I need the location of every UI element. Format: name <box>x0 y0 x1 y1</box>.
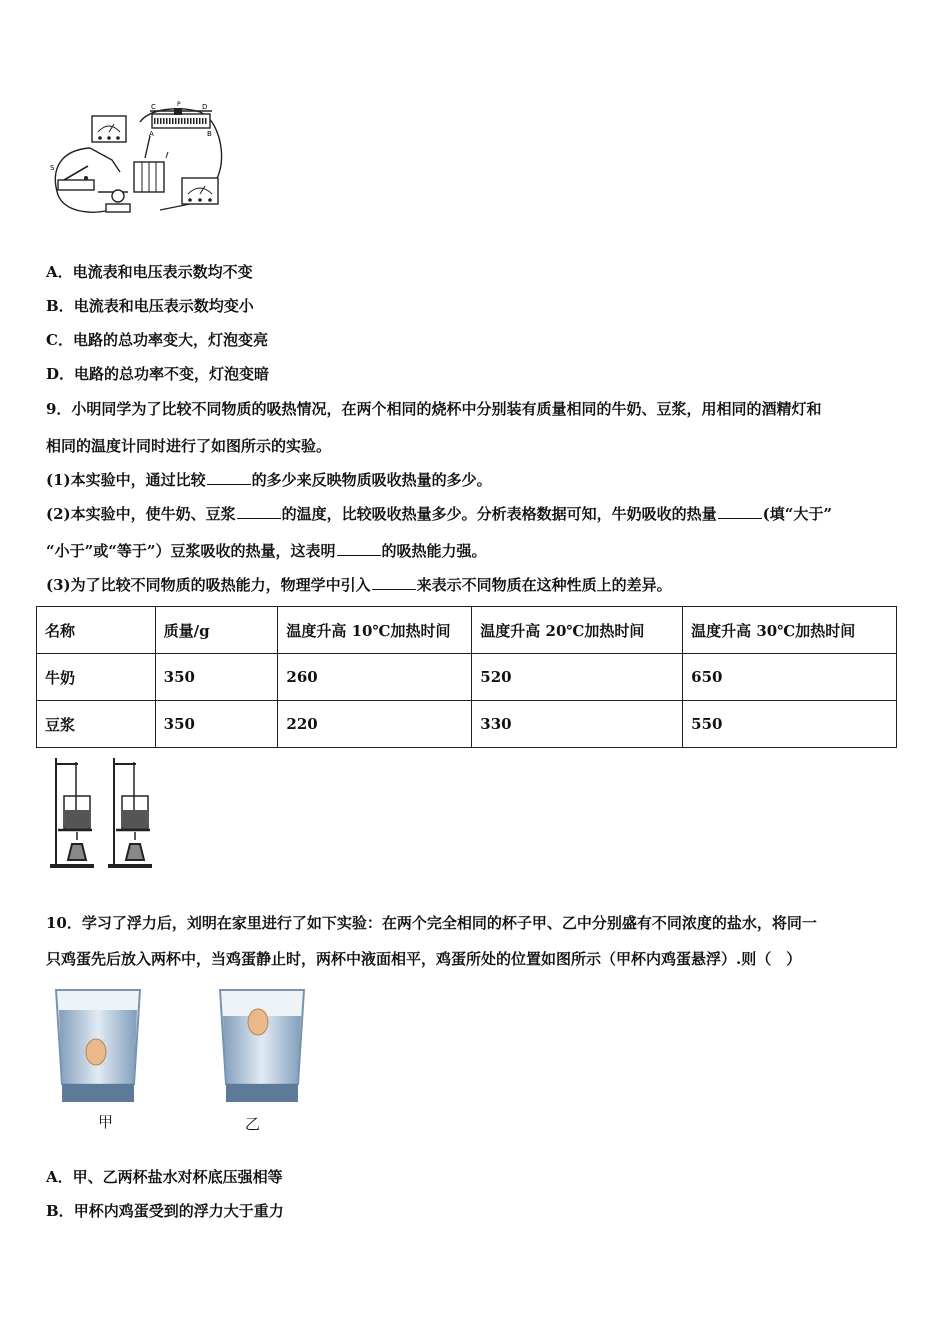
heating-data-table <box>36 606 897 748</box>
bulb-icon <box>106 190 130 212</box>
beaker-stand-left-icon <box>50 758 94 866</box>
table-header-cell: 温度升高 10℃加热时间 <box>278 607 472 654</box>
svg-text:S: S <box>50 164 55 172</box>
table-cell: 牛奶 <box>37 654 156 701</box>
q8-option-d[interactable]: D．电路的总功率不变，灯泡变暗 <box>46 365 270 383</box>
table-cell: 350 <box>155 654 278 701</box>
answer-blank[interactable] <box>372 588 416 590</box>
q10-stem-line2: 只鸡蛋先后放入两杯中，当鸡蛋静止时，两杯中液面相平，鸡蛋所处的位置如图所示（甲杯内鸡蛋悬浮）.则（ ） <box>46 950 802 968</box>
q8-option-a[interactable]: A．电流表和电压表示数均不变 <box>46 263 253 281</box>
circuit-diagram <box>50 100 230 218</box>
table-header-cell: 温度升高 30℃加热时间 <box>683 607 897 654</box>
q10-option-b[interactable]: B．甲杯内鸡蛋受到的浮力大于重力 <box>46 1202 284 1220</box>
q9-stem-line1: 9．小明同学为了比较不同物质的吸热情况，在两个相同的烧杯中分别装有质量相同的牛奶、豆浆，用相同的酒精灯和 <box>46 400 822 418</box>
q9-part2: (2)本实验中，使牛奶、豆浆 的温度，比较吸收热量多少。分析表格数据可知，牛奶吸收的热量 (填“大于” <box>46 505 833 523</box>
rheostat-icon <box>149 101 212 138</box>
svg-text:A: A <box>149 130 154 138</box>
table-cell: 650 <box>683 654 897 701</box>
table-cell: 550 <box>683 701 897 748</box>
q9-part2-cont: “小于”或“等于”）豆浆吸收的热量，这表明 的吸热能力强。 <box>46 542 487 560</box>
answer-blank[interactable] <box>207 483 251 485</box>
heating-apparatus-figure <box>46 752 158 872</box>
svg-text:C: C <box>151 103 156 111</box>
table-header-cell: 名称 <box>37 607 156 654</box>
svg-text:P: P <box>177 101 181 108</box>
table-cell: 330 <box>472 701 683 748</box>
q8-option-c[interactable]: C．电路的总功率变大，灯泡变亮 <box>46 331 268 349</box>
ammeter-icon <box>92 116 126 142</box>
svg-text:D: D <box>202 103 208 111</box>
caption-jia: 甲 <box>98 1113 114 1131</box>
glass-left-egg-suspended <box>54 988 142 1104</box>
table-cell: 豆浆 <box>37 701 156 748</box>
table-row <box>37 654 897 701</box>
table-cell: 350 <box>155 701 278 748</box>
caption-yi: 乙 <box>245 1115 261 1133</box>
q10-option-a[interactable]: A．甲、乙两杯盐水对杯底压强相等 <box>46 1168 283 1186</box>
table-header-cell: 质量/g <box>155 607 278 654</box>
answer-blank[interactable] <box>718 517 762 519</box>
answer-blank[interactable] <box>237 517 281 519</box>
answer-blank[interactable] <box>337 554 381 556</box>
beaker-stand-right-icon <box>108 758 152 866</box>
table-row <box>37 701 897 748</box>
q8-option-b[interactable]: B．电流表和电压表示数均变小 <box>46 297 254 315</box>
q9-part3: (3)为了比较不同物质的吸热能力，物理学中引入 来表示不同物质在这种性质上的差异。 <box>46 576 672 594</box>
q9-stem-line2: 相同的温度计同时进行了如图所示的实验。 <box>46 437 332 455</box>
table-cell: 220 <box>278 701 472 748</box>
q9-part1: (1)本实验中，通过比较 的多少来反映物质吸收热量的多少。 <box>46 471 492 489</box>
svg-text:B: B <box>207 130 212 138</box>
voltmeter-icon <box>182 178 218 204</box>
glass-right-egg-floating <box>218 988 306 1104</box>
table-header-row <box>37 607 897 654</box>
table-header-cell: 温度升高 20℃加热时间 <box>472 607 683 654</box>
q10-stem-line1: 10．学习了浮力后，刘明在家里进行了如下实验：在两个完全相同的杯子甲、乙中分别盛有不同浓度的盐水，将同一 <box>46 914 817 932</box>
table-cell: 260 <box>278 654 472 701</box>
battery-icon <box>134 152 168 192</box>
table-cell: 520 <box>472 654 683 701</box>
